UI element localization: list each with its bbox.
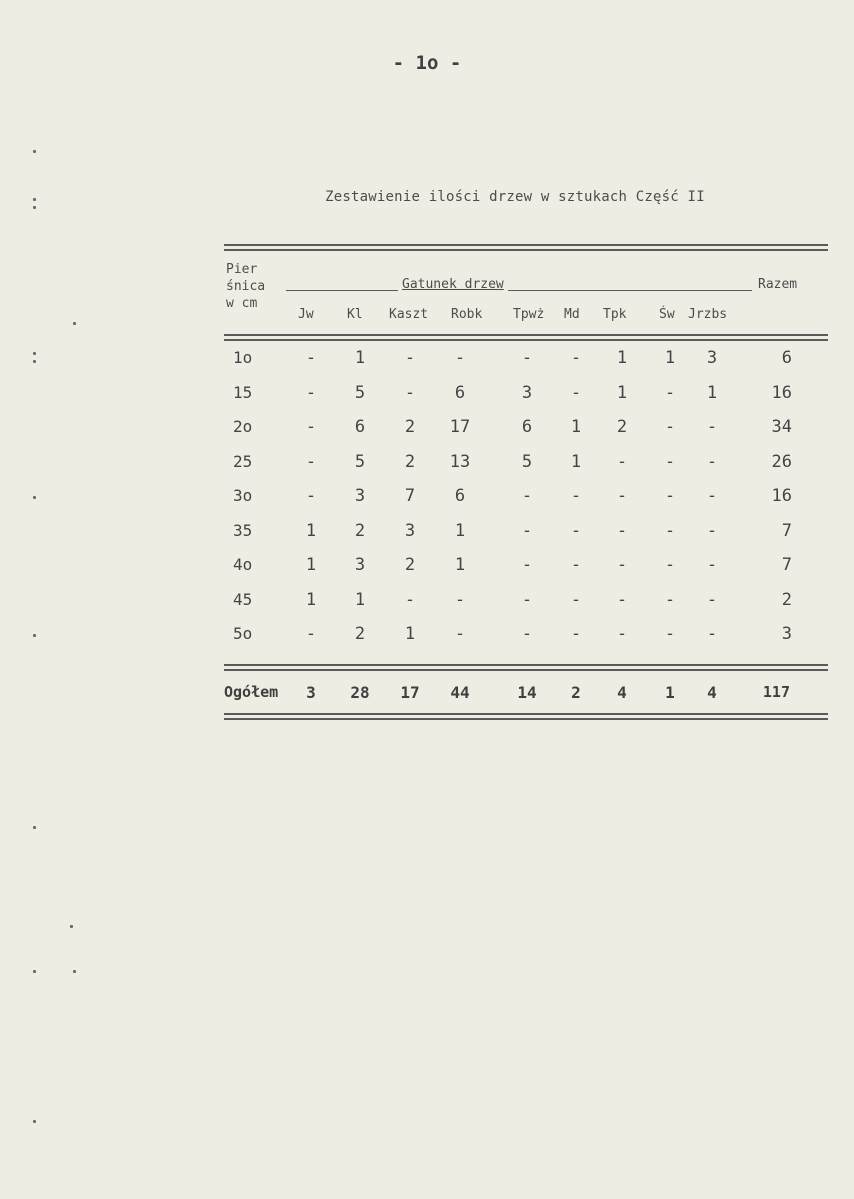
stub-header-line-3: w cm xyxy=(226,296,258,311)
count-cell: 3 xyxy=(354,555,366,575)
margin-mark xyxy=(33,634,36,637)
table-top-rule xyxy=(224,244,828,251)
table-bottom-rule xyxy=(224,713,828,720)
count-cell: - xyxy=(521,555,533,575)
count-cell: 1 xyxy=(454,520,466,541)
margin-mark xyxy=(33,150,36,153)
diameter-cell: 15 xyxy=(233,382,253,402)
column-header: Kaszt xyxy=(389,307,429,322)
count-cell: 2 xyxy=(616,417,628,437)
column-total-cell: 28 xyxy=(350,683,370,702)
row-total-cell: 26 xyxy=(771,451,792,472)
count-cell: 3 xyxy=(354,486,366,506)
count-cell: 1 xyxy=(305,589,317,610)
count-cell: - xyxy=(570,486,582,506)
count-cell: - xyxy=(305,382,317,403)
column-header: Tpwż xyxy=(513,307,545,322)
diameter-cell: 5o xyxy=(233,624,253,643)
column-total-cell: 2 xyxy=(571,683,581,702)
count-cell: - xyxy=(706,589,718,610)
count-cell: - xyxy=(305,451,317,472)
row-total-cell: 3 xyxy=(781,624,792,644)
count-cell: - xyxy=(570,520,582,541)
count-cell: 7 xyxy=(404,486,416,506)
count-cell: - xyxy=(616,451,628,472)
count-cell: - xyxy=(404,589,416,610)
count-cell: 3 xyxy=(706,348,718,368)
count-cell: 1 xyxy=(404,624,416,644)
total-column-header: Razem xyxy=(758,277,798,292)
margin-mark xyxy=(33,360,36,363)
count-cell: 1 xyxy=(706,382,718,403)
diameter-cell: 1o xyxy=(233,348,253,367)
count-cell: 1 xyxy=(354,348,366,368)
margin-mark xyxy=(33,198,36,201)
column-header: Św xyxy=(659,307,675,322)
count-cell: - xyxy=(664,520,676,541)
species-group-header: Gatunek drzew xyxy=(398,277,508,292)
document-title: Zestawienie ilości drzew w sztukach Część II xyxy=(325,189,705,205)
count-cell: - xyxy=(521,520,533,541)
count-cell: 5 xyxy=(354,382,366,403)
stub-header-line-1: Pier xyxy=(226,262,258,277)
count-cell: - xyxy=(616,624,628,644)
stub-header-line-2: śnica xyxy=(226,279,266,294)
row-total-cell: 7 xyxy=(781,520,792,541)
column-total-cell: 14 xyxy=(517,683,537,702)
column-header: Md xyxy=(564,307,580,322)
count-cell: - xyxy=(664,589,676,610)
count-cell: 6 xyxy=(354,417,366,437)
count-cell: 1 xyxy=(570,451,582,472)
column-total-cell: 17 xyxy=(400,683,420,702)
margin-mark xyxy=(33,826,36,829)
count-cell: - xyxy=(570,555,582,575)
body-bottom-rule xyxy=(224,664,828,671)
margin-mark xyxy=(73,322,76,325)
row-total-cell: 34 xyxy=(771,417,792,437)
count-cell: - xyxy=(521,486,533,506)
count-cell: - xyxy=(404,348,416,368)
count-cell: - xyxy=(570,382,582,403)
row-total-cell: 16 xyxy=(771,382,792,403)
count-cell: 2 xyxy=(354,624,366,644)
count-cell: - xyxy=(570,589,582,610)
count-cell: - xyxy=(664,555,676,575)
margin-mark xyxy=(33,1120,36,1123)
diameter-column-header xyxy=(226,261,265,312)
count-cell: 1 xyxy=(570,417,582,437)
column-header: Tpk xyxy=(603,307,627,322)
row-total-cell: 16 xyxy=(771,486,792,506)
header-bottom-rule xyxy=(224,334,828,341)
count-cell: 2 xyxy=(404,417,416,437)
count-cell: - xyxy=(664,382,676,403)
margin-mark xyxy=(33,206,36,209)
count-cell: 1 xyxy=(305,555,317,575)
margin-mark xyxy=(33,496,36,499)
count-cell: - xyxy=(706,520,718,541)
column-header: Robk xyxy=(451,307,483,322)
count-cell: 2 xyxy=(404,555,416,575)
margin-mark xyxy=(33,970,36,973)
column-total-cell: 3 xyxy=(306,683,316,702)
count-cell: - xyxy=(706,486,718,506)
count-cell: - xyxy=(305,486,317,506)
page-number: - 1o - xyxy=(392,52,462,74)
count-cell: 3 xyxy=(404,520,416,541)
row-total-cell: 7 xyxy=(781,555,792,575)
count-cell: - xyxy=(404,382,416,403)
count-cell: 1 xyxy=(305,520,317,541)
count-cell: - xyxy=(570,624,582,644)
count-cell: - xyxy=(305,348,317,368)
column-header: Jw xyxy=(298,307,314,322)
column-header: Jrzbs xyxy=(688,307,728,322)
count-cell: 1 xyxy=(616,382,628,403)
column-total-cell: 44 xyxy=(450,683,470,702)
count-cell: 1 xyxy=(664,348,676,368)
row-total-cell: 6 xyxy=(781,348,792,368)
diameter-cell: 4o xyxy=(233,555,253,574)
count-cell: - xyxy=(616,520,628,541)
count-cell: 13 xyxy=(449,451,471,472)
grand-total-cell: 117 xyxy=(762,683,790,701)
count-cell: - xyxy=(664,451,676,472)
column-header: Kl xyxy=(347,307,363,322)
count-cell: 6 xyxy=(454,382,466,403)
count-cell: - xyxy=(521,589,533,610)
count-cell: - xyxy=(616,486,628,506)
count-cell: - xyxy=(454,589,466,610)
count-cell: - xyxy=(616,555,628,575)
count-cell: - xyxy=(305,417,317,437)
count-cell: - xyxy=(616,589,628,610)
diameter-cell: 45 xyxy=(233,589,253,609)
count-cell: - xyxy=(706,555,718,575)
count-cell: - xyxy=(706,417,718,437)
count-cell: 1 xyxy=(454,555,466,575)
count-cell: - xyxy=(570,348,582,368)
column-total-cell: 4 xyxy=(617,683,627,702)
count-cell: 1 xyxy=(616,348,628,368)
column-total-cell: 1 xyxy=(665,683,675,702)
group-header-rule xyxy=(286,290,752,291)
count-cell: - xyxy=(521,624,533,644)
count-cell: - xyxy=(664,624,676,644)
count-cell: 17 xyxy=(449,417,471,437)
diameter-cell: 2o xyxy=(233,417,253,436)
count-cell: - xyxy=(305,624,317,644)
margin-mark xyxy=(73,970,76,973)
count-cell: - xyxy=(454,624,466,644)
count-cell: 2 xyxy=(354,520,366,541)
count-cell: - xyxy=(664,417,676,437)
diameter-cell: 25 xyxy=(233,451,253,471)
count-cell: 6 xyxy=(454,486,466,506)
count-cell: 2 xyxy=(404,451,416,472)
count-cell: 6 xyxy=(521,417,533,437)
count-cell: - xyxy=(454,348,466,368)
count-cell: - xyxy=(521,348,533,368)
count-cell: 1 xyxy=(354,589,366,610)
margin-mark xyxy=(70,925,73,928)
count-cell: - xyxy=(706,624,718,644)
totals-label: Ogółem xyxy=(224,683,279,701)
count-cell: - xyxy=(664,486,676,506)
count-cell: 3 xyxy=(521,382,533,403)
diameter-cell: 3o xyxy=(233,486,253,505)
count-cell: 5 xyxy=(521,451,533,472)
margin-mark xyxy=(33,352,36,355)
count-cell: 5 xyxy=(354,451,366,472)
count-cell: - xyxy=(706,451,718,472)
diameter-cell: 35 xyxy=(233,520,253,540)
column-total-cell: 4 xyxy=(707,683,717,702)
row-total-cell: 2 xyxy=(781,589,792,610)
